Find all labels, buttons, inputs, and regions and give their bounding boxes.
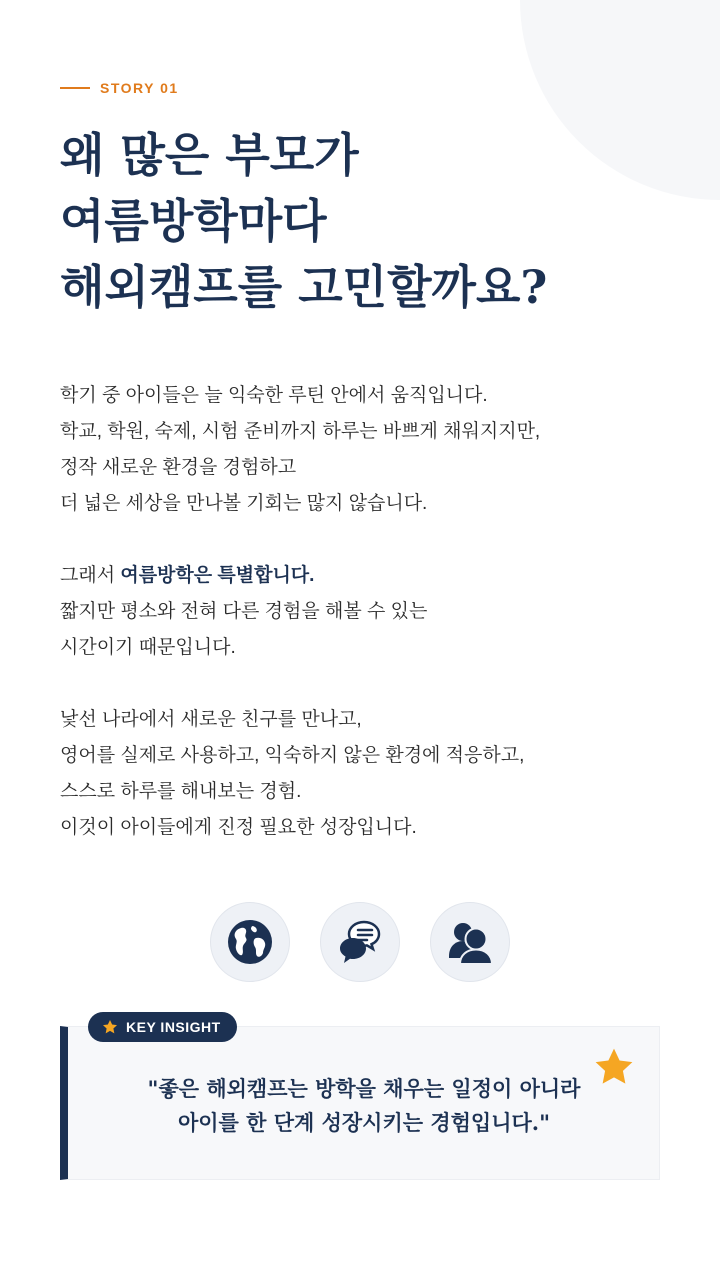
body-line: 낯선 나라에서 새로운 친구를 만나고, [60, 709, 362, 730]
quote-line: 아이를 한 단계 성장시키는 경험입니다." [177, 1110, 551, 1135]
eyebrow-label: STORY 01 [100, 80, 179, 96]
paragraph-summer [60, 558, 680, 666]
lead-text: 그래서 [60, 565, 121, 586]
globe-icon [226, 918, 274, 966]
people-icon [446, 918, 494, 966]
feature-icons [210, 902, 510, 982]
body-line: 짧지만 평소와 전혀 다른 경험을 해볼 수 있는 [60, 601, 428, 622]
eyebrow-rule [60, 87, 90, 89]
page-title [60, 122, 680, 320]
speech-bubbles-icon [336, 918, 384, 966]
body-line: 영어를 실제로 사용하고, 익숙하지 않은 환경에 적응하고, [60, 745, 525, 766]
body-line: 학교, 학원, 숙제, 시험 준비까지 하루는 바쁘게 채워지지만, [60, 421, 541, 442]
paragraph-growth [60, 702, 680, 846]
body-line: 정작 새로운 환경을 경험하고 [60, 457, 297, 478]
body-line: 시간이기 때문입니다. [60, 637, 236, 658]
body-line: 스스로 하루를 해내보는 경험. [60, 781, 302, 802]
globe-icon-badge [210, 902, 290, 982]
body-line: 이것이 아이들에게 진정 필요한 성장입니다. [60, 817, 417, 838]
title-line: 해외캠프를 고민할까요? [60, 260, 548, 314]
chat-icon-badge [320, 902, 400, 982]
key-insight-quote [68, 1072, 660, 1140]
section-eyebrow [60, 78, 179, 98]
body-line: 학기 중 아이들은 늘 익숙한 루틴 안에서 움직입니다. [60, 385, 488, 406]
body-line-lead [60, 558, 680, 594]
people-icon-badge [430, 902, 510, 982]
key-insight-badge [88, 1012, 237, 1042]
story-body [60, 378, 680, 846]
title-line: 여름방학마다 [60, 194, 327, 248]
title-line: 왜 많은 부모가 [60, 128, 359, 182]
paragraph-routine [60, 378, 680, 522]
star-icon [102, 1019, 118, 1035]
emphasis-text: 여름방학은 특별합니다. [120, 565, 315, 586]
quote-line: "좋은 해외캠프는 방학을 채우는 일정이 아니라 [147, 1076, 581, 1101]
body-line: 더 넓은 세상을 만나볼 기회는 많지 않습니다. [60, 493, 428, 514]
key-insight-label: KEY INSIGHT [126, 1019, 221, 1035]
